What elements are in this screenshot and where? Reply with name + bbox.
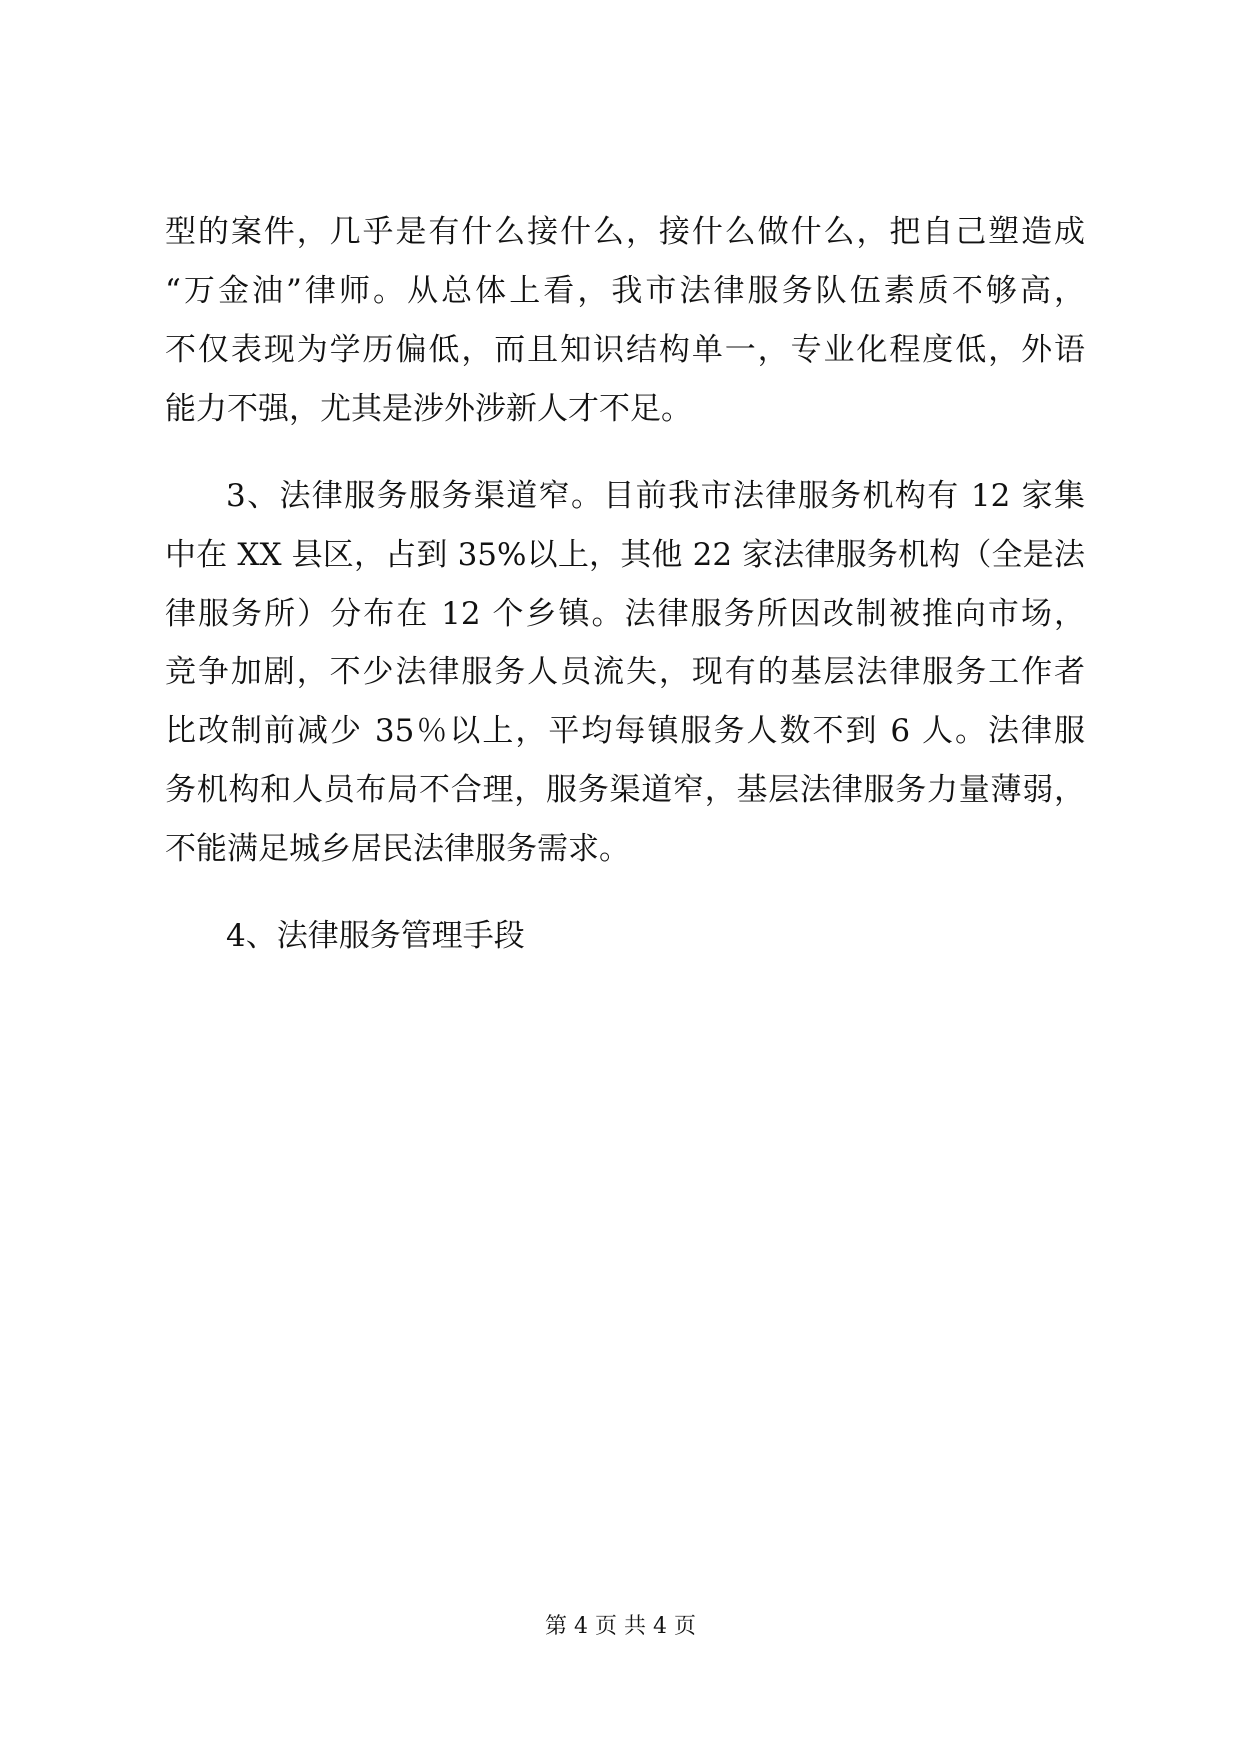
paragraph-2-line-7: 不能满足城乡居民法律服务需求。 <box>165 831 630 867</box>
paragraph-2-line-4: 竞争加剧，不少法律服务人员流失，现有的基层法律服务工作者 <box>165 654 1085 690</box>
page-footer: 第 4 页 共 4 页 <box>545 1614 696 1639</box>
paragraph-2-line-5: 比改制前减少 35％以上，平均每镇服务人数不到 6 人。法律服 <box>165 713 1085 749</box>
paragraph-2-line-2: 中在 XX 县区，占到 35%以上，其他 22 家法律服务机构（全是法 <box>165 537 1085 573</box>
paragraph-1-line-3: 不仅表现为学历偏低，而且知识结构单一，专业化程度低，外语 <box>165 332 1085 368</box>
paragraph-2-line-6: 务机构和人员布局不合理，服务渠道窄，基层法律服务力量薄弱， <box>165 772 1085 808</box>
paragraph-1-line-1: 型的案件，几乎是有什么接什么，接什么做什么，把自己塑造成 <box>165 214 1085 250</box>
paragraph-2-line-1: 3、法律服务服务渠道窄。目前我市法律服务机构有 12 家集 <box>226 478 1085 514</box>
paragraph-1-line-2: “万金油”律师。从总体上看，我市法律服务队伍素质不够高， <box>165 273 1085 309</box>
paragraph-1-line-4: 能力不强，尤其是涉外涉新人才不足。 <box>165 391 692 427</box>
paragraph-3-line-1: 4、法律服务管理手段 <box>226 918 525 954</box>
paragraph-2-line-3: 律服务所）分布在 12 个乡镇。法律服务所因改制被推向市场， <box>165 596 1085 632</box>
